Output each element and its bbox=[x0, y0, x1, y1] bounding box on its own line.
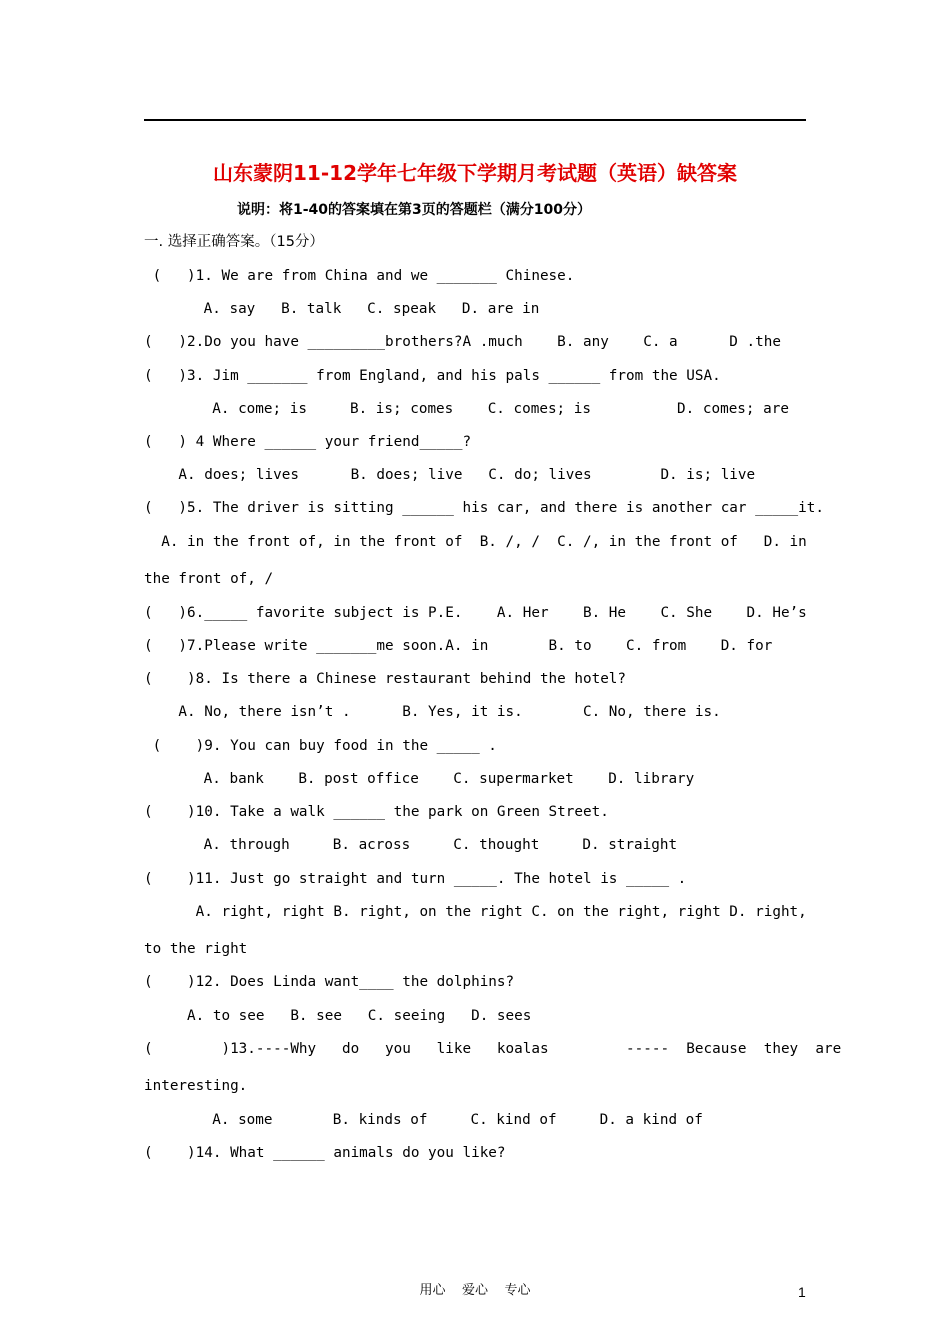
question-1: ( )1. We are from China and we _______ Chinese. bbox=[144, 268, 575, 284]
question-12: ( )12. Does Linda want____ the dolphins? bbox=[144, 974, 515, 990]
question-5-options: A. in the front of, in the front of B. /, / C. /, in the front of D. in bbox=[144, 534, 807, 550]
question-13: ( )13.----Why do you like koalas ----- Because they are bbox=[144, 1041, 842, 1057]
page-number: 1 bbox=[798, 1284, 806, 1300]
question-11-options: A. right, right B. right, on the right C. on the right, right D. right, bbox=[144, 904, 807, 920]
question-4: ( ) 4 Where ______ your friend_____? bbox=[144, 434, 472, 450]
question-10: ( )10. Take a walk ______ the park on Green Street. bbox=[144, 804, 609, 820]
question-5: ( )5. The driver is sitting ______ his car, and there is another car _____it. bbox=[144, 500, 824, 516]
question-9: ( )9. You can buy food in the _____ . bbox=[144, 738, 497, 754]
page-title: 山东蒙阴11-12学年七年级下学期月考试题（英语）缺答案 bbox=[213, 161, 737, 185]
question-8-options: A. No, there isn’t . B. Yes, it is. C. No, there is. bbox=[144, 704, 721, 720]
question-6: ( )6._____ favorite subject is P.E. A. Her B. He C. She D. He’s bbox=[144, 605, 807, 621]
question-7: ( )7.Please write _______me soon.A. in B. to C. from D. for bbox=[144, 638, 773, 654]
question-2: ( )2.Do you have _________brothers?A .much B. any C. a D .the bbox=[144, 334, 781, 350]
question-1-options: A. say B. talk C. speak D. are in bbox=[152, 301, 540, 317]
question-8: ( )8. Is there a Chinese restaurant behind the hotel? bbox=[144, 671, 627, 687]
question-3: ( )3. Jim _______ from England, and his pals ______ from the USA. bbox=[144, 368, 721, 384]
question-10-options: A. through B. across C. thought D. straight bbox=[152, 837, 678, 853]
question-9-options: A. bank B. post office C. supermarket D. library bbox=[152, 771, 695, 787]
page-footer: 用心 爱心 专心 bbox=[419, 1283, 531, 1298]
question-4-options: A. does; lives B. does; live C. do; lives D. is; live bbox=[144, 467, 756, 483]
question-13-options: A. some B. kinds of C. kind of D. a kind of bbox=[152, 1112, 703, 1128]
instructions-note: 说明：将1-40的答案填在第3页的答题栏（满分100分） bbox=[237, 202, 591, 218]
question-12-options: A. to see B. see C. seeing D. sees bbox=[144, 1008, 532, 1024]
section-heading: 一. 选择正确答案。（15分） bbox=[144, 234, 324, 250]
question-11: ( )11. Just go straight and turn _____. The hotel is _____ . bbox=[144, 871, 687, 887]
question-11-options-cont: to the right bbox=[144, 941, 248, 957]
header-rule bbox=[144, 119, 806, 121]
question-14: ( )14. What ______ animals do you like? bbox=[144, 1145, 506, 1161]
question-5-options-cont: the front of, / bbox=[144, 571, 274, 587]
question-13-cont: interesting. bbox=[144, 1078, 248, 1094]
question-3-options: A. come; is B. is; comes C. comes; is D. comes; are bbox=[152, 401, 789, 417]
